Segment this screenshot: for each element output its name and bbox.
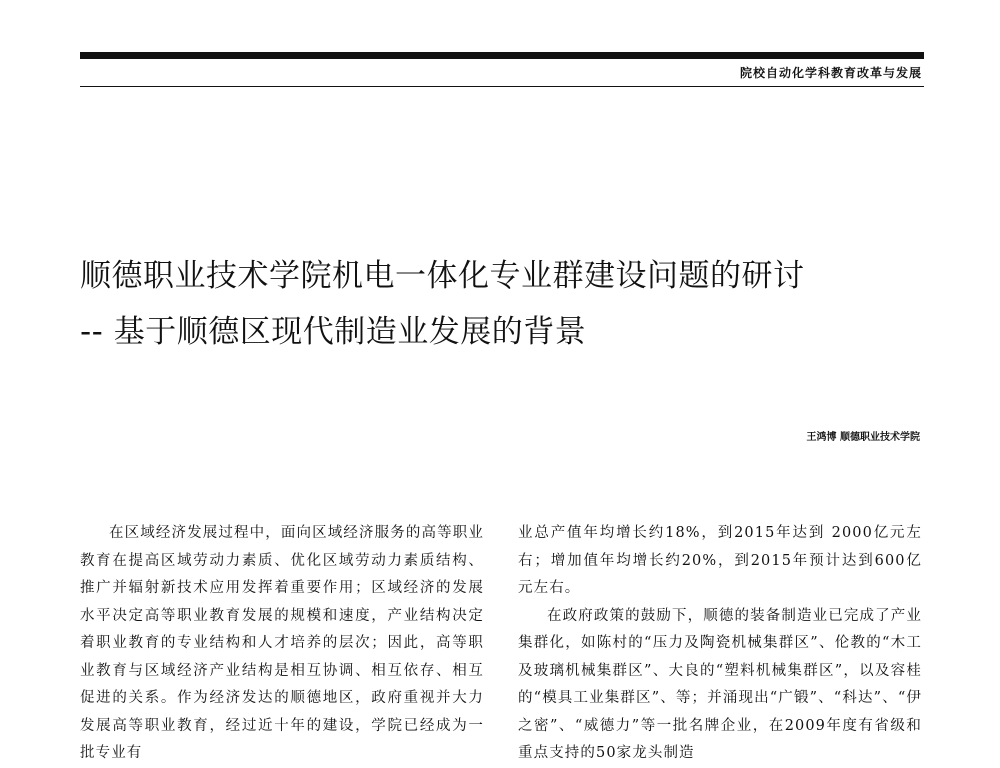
article-title xyxy=(80,248,940,360)
body-column-right xyxy=(518,520,922,768)
paragraph: 业总产值年均增长约18%，到2015年达到 2000亿元左右；增加值年均增长约20%，到2015年预计达到600亿元左右。 xyxy=(518,525,922,596)
top-rule xyxy=(80,52,924,59)
header-divider xyxy=(80,86,924,87)
title-line-2: -- 基于顺德区现代制造业发展的背景 xyxy=(80,314,587,350)
body-column-left xyxy=(80,520,484,768)
paragraph: 在政府政策的鼓励下，顺德的装备制造业已完成了产业集群化，如陈村的“压力及陶瓷机械集群区”、伦教的“木工及玻璃机械集群区”、大良的“塑料机械集群区”，以及容桂的“模具工业集群区”、等；并涌现出“广锻”、“科达”、“伊之密”、“威德力”等一批名牌企业，在2009年度有省级和重点支持的50家龙头制造 xyxy=(518,607,922,761)
title-line-1: 顺德职业技术学院机电一体化专业群建设问题的研讨 xyxy=(80,258,805,294)
section-label: 院校自动化学科教育改革与发展 xyxy=(739,66,922,80)
author-affiliation: 王鸿博 顺德职业技术学院 xyxy=(806,432,920,443)
paragraph: 在区域经济发展过程中，面向区域经济服务的高等职业教育在提高区域劳动力素质、优化区域劳动力素质结构、推广并辐射新技术应用发挥着重要作用；区域经济的发展水平决定高等职业教育发展的规模和速度，产业结构决定着职业教育的专业结构和人才培养的层次；因此，高等职业教育与区域经济产业结构是相互协调、相互依存、相互促进的关系。作为经济发达的顺德地区，政府重视并大力发展高等职业教育，经过近十年的建设，学院已经成为一批专业有 xyxy=(80,525,484,761)
